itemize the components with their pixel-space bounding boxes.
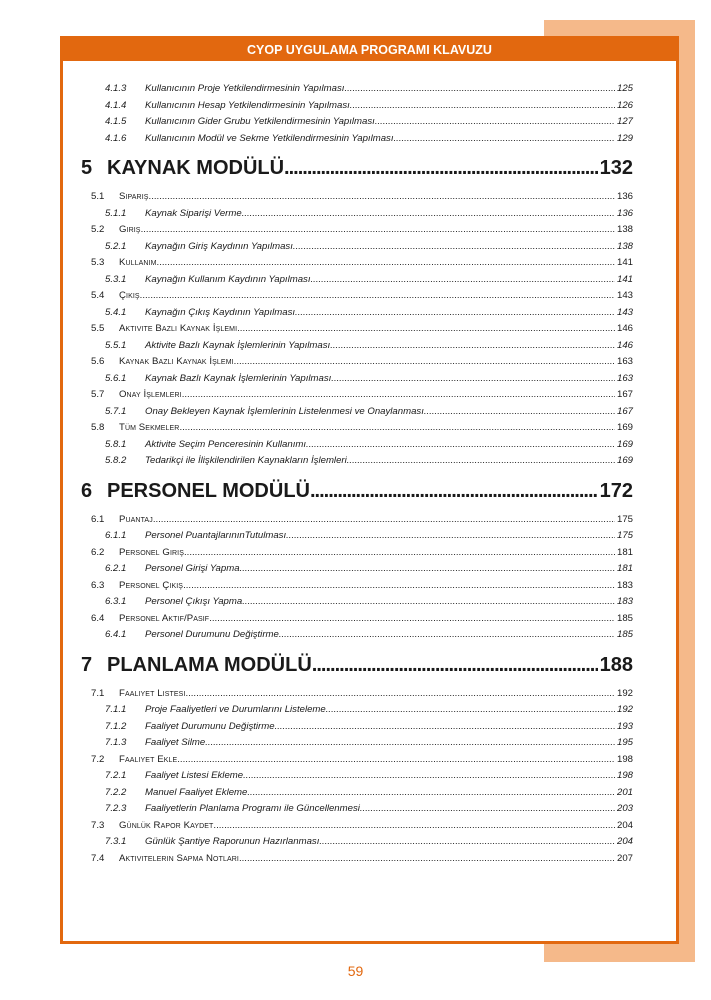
toc-subsection-row[interactable] [81, 770, 633, 787]
header-title: CYOP UYGULAMA PROGRAMI KLAVUZU [63, 39, 676, 61]
toc-entry-title: Faaliyet Ekle [119, 753, 178, 765]
toc-entry-page: 204 [616, 836, 633, 847]
toc-entry-number: 6.1 [81, 514, 119, 525]
toc-entry-number: 4.1.6 [81, 133, 145, 144]
toc-entry-number: 5.5.1 [81, 340, 145, 351]
toc-subsection-row[interactable] [81, 116, 633, 133]
toc-section-row[interactable] [81, 323, 633, 340]
toc-entry-number: 5.3 [81, 257, 119, 268]
toc-leader-dots [424, 406, 615, 417]
toc-entry-page: 195 [616, 737, 633, 748]
toc-section-row[interactable] [81, 356, 633, 373]
toc-entry-title: Kaynak Bazlı Kaynak İşlemlerinin Yapılması [145, 372, 332, 384]
toc-leader-dots [242, 596, 615, 607]
toc-section-row[interactable] [81, 224, 633, 241]
toc-section-row[interactable] [81, 580, 633, 597]
toc-leader-dots [279, 629, 615, 640]
toc-entry-number: 7 [81, 654, 99, 677]
toc-entry-page: 126 [616, 99, 633, 111]
toc-leader-dots [311, 274, 615, 285]
toc-chapter-row[interactable] [81, 476, 633, 507]
toc-leader-dots [234, 356, 615, 367]
toc-entry-number: 5.6.1 [81, 373, 145, 384]
toc-entry-page: 167 [616, 389, 633, 400]
toc-entry-number: 6 [81, 480, 99, 503]
toc-entry-title: Faaliyet Durumunu Değiştirme [145, 720, 275, 732]
toc-subsection-row[interactable] [81, 455, 633, 472]
toc-entry-number: 5.3.1 [81, 274, 145, 285]
toc-leader-dots [149, 191, 615, 202]
toc-section-row[interactable] [81, 290, 633, 307]
toc-entry-title: Personel Çıkışı Yapma [145, 596, 243, 607]
toc-entry-page: 141 [616, 257, 633, 268]
toc-entry-page: 129 [616, 132, 633, 144]
toc-subsection-row[interactable] [81, 803, 633, 820]
toc-leader-dots [284, 157, 598, 180]
toc-entry-title: Giriş [119, 224, 141, 235]
toc-subsection-row[interactable] [81, 737, 633, 754]
toc-entry-page: 198 [616, 753, 633, 765]
toc-entry-title: Aktivite Bazlı Kaynak İşlemlerinin Yapılması [145, 339, 331, 351]
toc-entry-page: 207 [616, 852, 633, 864]
toc-subsection-row[interactable] [81, 208, 633, 225]
toc-entry-page: 175 [616, 513, 633, 525]
toc-entry-title: Çıkış [119, 290, 140, 301]
toc-entry-page: 192 [616, 687, 633, 699]
toc-entry-title: Faaliyet Listesi [119, 687, 186, 699]
toc-leader-dots [184, 547, 615, 558]
toc-entry-number: 5.1 [81, 191, 119, 202]
toc-entry-title: Kaynağın Giriş Kaydının Yapılması [145, 240, 293, 252]
toc-leader-dots [247, 787, 615, 798]
toc-entry-title: Puantaj [119, 513, 153, 525]
toc-leader-dots [239, 853, 615, 864]
toc-subsection-row[interactable] [81, 83, 633, 100]
toc-entry-number: 7.1 [81, 688, 119, 699]
toc-entry-title: Kaynağın Çıkış Kaydının Yapılması [145, 306, 296, 318]
toc-section-row[interactable] [81, 688, 633, 705]
toc-section-row[interactable] [81, 257, 633, 274]
toc-entry-number: 5.4 [81, 290, 119, 301]
toc-leader-dots [293, 241, 615, 252]
toc-leader-dots [185, 688, 615, 699]
toc-leader-dots [286, 530, 615, 541]
toc-entry-page: 136 [616, 207, 633, 219]
toc-entry-page: 136 [616, 191, 633, 202]
toc-entry-page: 138 [616, 240, 633, 252]
toc-entry-title: Tedarikçi ile İlişkilendirilen Kaynakların İşlemleri [145, 455, 347, 466]
toc-subsection-row[interactable] [81, 274, 633, 291]
toc-chapter-row[interactable] [81, 153, 633, 184]
toc-entry-page: 143 [616, 290, 633, 301]
toc-leader-dots [237, 323, 615, 334]
toc-entry-number: 5.1.1 [81, 208, 145, 219]
toc-entry-title: KAYNAK MODÜLÜ [99, 157, 284, 180]
toc-chapter-row[interactable] [81, 650, 633, 681]
toc-section-row[interactable] [81, 422, 633, 439]
toc-entry-page: 181 [616, 546, 633, 558]
toc-entry-title: Faaliyetlerin Planlama Programı ile Güncellenmesi [145, 803, 360, 814]
toc-subsection-row[interactable] [81, 563, 633, 580]
toc-leader-dots [157, 257, 615, 268]
toc-entry-page: 169 [616, 438, 633, 450]
toc-entry-title: Günlük Rapor Kaydet [119, 819, 214, 831]
toc-entry-page: 203 [616, 803, 633, 814]
toc-subsection-row[interactable] [81, 307, 633, 324]
toc-entry-title: Manuel Faaliyet Ekleme [145, 786, 248, 798]
toc-entry-number: 6.3.1 [81, 596, 145, 607]
toc-entry-title: Tüm Sekmeler [119, 422, 180, 433]
toc-section-row[interactable] [81, 389, 633, 406]
toc-entry-number: 5 [81, 157, 99, 180]
toc-leader-dots [243, 770, 615, 781]
toc-entry-title: Sipariş [119, 191, 149, 202]
toc-entry-number: 6.2 [81, 547, 119, 558]
table-of-contents [81, 83, 633, 869]
page-frame [60, 36, 679, 944]
toc-entry-page: 125 [616, 83, 633, 94]
toc-entry-page: 169 [616, 455, 633, 466]
toc-entry-page: 204 [616, 819, 633, 831]
toc-entry-number: 4.1.4 [81, 100, 145, 111]
toc-entry-number: 5.7.1 [81, 406, 145, 417]
toc-entry-number: 5.2 [81, 224, 119, 235]
toc-entry-title: Kullanıcının Modül ve Sekme Yetkilendirmesinin Yapılması [145, 132, 394, 144]
toc-entry-title: Kaynak Bazlı Kaynak İşlemi [119, 356, 234, 367]
toc-subsection-row[interactable] [81, 133, 633, 150]
toc-leader-dots [205, 737, 615, 748]
toc-leader-dots [326, 704, 615, 715]
toc-entry-title: Kullanıcının Gider Grubu Yetkilendirmesinin Yapılması [145, 116, 375, 127]
toc-entry-page: 188 [599, 653, 633, 676]
toc-section-row[interactable] [81, 820, 633, 837]
toc-entry-number: 6.4.1 [81, 629, 145, 640]
toc-leader-dots [240, 563, 615, 574]
toc-entry-title: Personel Girişi Yapma [145, 563, 240, 574]
toc-leader-dots [213, 820, 615, 831]
toc-entry-title: Günlük Şantiye Raporunun Hazırlanması [145, 836, 320, 847]
toc-leader-dots [140, 290, 615, 301]
toc-leader-dots [375, 116, 615, 127]
toc-leader-dots [141, 224, 615, 235]
toc-leader-dots [344, 83, 615, 94]
toc-subsection-row[interactable] [81, 629, 633, 646]
toc-entry-number: 7.1.2 [81, 721, 145, 732]
toc-entry-title: Onay İşlemleri [119, 389, 182, 400]
toc-leader-dots [295, 307, 615, 318]
toc-subsection-row[interactable] [81, 530, 633, 547]
toc-entry-page: 183 [616, 579, 633, 591]
toc-leader-dots [179, 422, 615, 433]
toc-leader-dots [183, 580, 615, 591]
toc-entry-number: 7.4 [81, 853, 119, 864]
toc-entry-title: Aktivite Bazlı Kaynak İşlemi [119, 323, 238, 334]
toc-entry-number: 5.8 [81, 422, 119, 433]
toc-entry-number: 6.3 [81, 580, 119, 591]
toc-entry-title: Personel PuantajlarınınTutulması [145, 530, 287, 541]
toc-entry-title: Personel Giriş [119, 546, 184, 558]
toc-leader-dots [182, 389, 615, 400]
toc-entry-number: 6.2.1 [81, 563, 145, 574]
toc-entry-title: Aktivite Seçim Penceresinin Kullanımı [145, 438, 307, 450]
toc-entry-number: 7.2 [81, 754, 119, 765]
toc-leader-dots [394, 133, 615, 144]
toc-entry-page: 146 [616, 323, 633, 334]
toc-subsection-row[interactable] [81, 721, 633, 738]
toc-leader-dots [347, 455, 615, 466]
toc-subsection-row[interactable] [81, 100, 633, 117]
toc-entry-page: 132 [599, 157, 633, 179]
toc-entry-title: Proje Faaliyetleri ve Durumlarını Listeleme [145, 704, 326, 715]
toc-entry-number: 5.8.2 [81, 455, 145, 466]
toc-entry-number: 4.1.3 [81, 83, 145, 94]
toc-entry-page: 192 [616, 704, 633, 715]
toc-section-row[interactable] [81, 191, 633, 208]
toc-entry-title: Personel Çıkış [119, 579, 184, 591]
toc-entry-page: 143 [616, 306, 633, 318]
toc-section-row[interactable] [81, 613, 633, 630]
toc-subsection-row[interactable] [81, 836, 633, 853]
page-number: 59 [347, 963, 364, 979]
toc-entry-number: 7.2.2 [81, 787, 145, 798]
toc-entry-title: PLANLAMA MODÜLÜ [99, 654, 312, 677]
toc-leader-dots [275, 721, 615, 732]
toc-entry-title: Kullanıcının Proje Yetkilendirmesinin Yapılması [145, 83, 345, 94]
toc-entry-number: 7.3 [81, 820, 119, 831]
toc-leader-dots [306, 439, 615, 450]
toc-entry-number: 7.1.1 [81, 704, 145, 715]
toc-entry-title: Aktivitelerin Sapma Notları [119, 852, 239, 864]
toc-entry-number: 5.4.1 [81, 307, 145, 318]
toc-leader-dots [360, 803, 615, 814]
toc-entry-page: 185 [616, 612, 633, 624]
toc-entry-title: Personel Durumunu Değiştirme [145, 629, 279, 640]
toc-entry-number: 6.1.1 [81, 530, 145, 541]
toc-subsection-row[interactable] [81, 241, 633, 258]
toc-entry-page: 172 [599, 479, 633, 502]
toc-leader-dots [350, 100, 615, 111]
toc-entry-title: Personel Aktif/Pasif [119, 612, 210, 624]
toc-section-row[interactable] [81, 514, 633, 531]
toc-entry-page: 198 [616, 770, 633, 781]
toc-entry-title: Onay Bekleyen Kaynak İşlemlerinin Listelenmesi ve Onaylanması [145, 405, 424, 417]
toc-entry-number: 6.4 [81, 613, 119, 624]
toc-entry-number: 7.2.3 [81, 803, 145, 814]
toc-entry-number: 7.2.1 [81, 770, 145, 781]
toc-entry-page: 183 [616, 596, 633, 607]
toc-entry-page: 185 [616, 629, 633, 640]
toc-entry-page: 163 [616, 372, 633, 384]
toc-entry-title: Faaliyet Listesi Ekleme [145, 770, 244, 781]
toc-entry-page: 201 [616, 786, 633, 798]
toc-entry-number: 7.3.1 [81, 836, 145, 847]
toc-leader-dots [242, 208, 615, 219]
toc-entry-title: Kullanım [119, 257, 157, 268]
toc-subsection-row[interactable] [81, 340, 633, 357]
toc-entry-page: 193 [616, 720, 633, 732]
toc-entry-number: 5.8.1 [81, 439, 145, 450]
toc-section-row[interactable] [81, 547, 633, 564]
toc-entry-title: Kaynak Siparişi Verme [145, 207, 242, 219]
toc-entry-page: 138 [616, 224, 633, 235]
toc-entry-page: 181 [616, 563, 633, 574]
toc-subsection-row[interactable] [81, 704, 633, 721]
toc-section-row[interactable] [81, 853, 633, 870]
toc-entry-number: 5.6 [81, 356, 119, 367]
toc-leader-dots [153, 514, 615, 525]
toc-entry-title: Kaynağın Kullanım Kaydının Yapılması [145, 273, 311, 285]
toc-entry-title: PERSONEL MODÜLÜ [99, 480, 310, 503]
toc-entry-page: 163 [616, 356, 633, 367]
toc-section-row[interactable] [81, 754, 633, 771]
toc-leader-dots [331, 373, 615, 384]
toc-entry-number: 5.2.1 [81, 241, 145, 252]
toc-leader-dots [177, 754, 615, 765]
toc-entry-page: 146 [616, 339, 633, 351]
toc-subsection-row[interactable] [81, 787, 633, 804]
toc-leader-dots [330, 340, 615, 351]
toc-entry-page: 141 [616, 273, 633, 285]
toc-leader-dots [319, 836, 615, 847]
toc-subsection-row[interactable] [81, 406, 633, 423]
toc-leader-dots [312, 654, 598, 677]
toc-entry-page: 167 [616, 405, 633, 417]
toc-entry-title: Faaliyet Silme [145, 737, 206, 748]
toc-subsection-row[interactable] [81, 596, 633, 613]
toc-entry-number: 7.1.3 [81, 737, 145, 748]
toc-leader-dots [310, 480, 598, 503]
toc-leader-dots [209, 613, 615, 624]
toc-entry-page: 127 [616, 116, 633, 127]
toc-entry-page: 169 [616, 422, 633, 433]
toc-entry-number: 5.7 [81, 389, 119, 400]
toc-entry-number: 4.1.5 [81, 116, 145, 127]
toc-entry-number: 5.5 [81, 323, 119, 334]
toc-entry-page: 175 [616, 530, 633, 541]
toc-subsection-row[interactable] [81, 373, 633, 390]
toc-subsection-row[interactable] [81, 439, 633, 456]
toc-entry-title: Kullanıcının Hesap Yetkilendirmesinin Yapılması [145, 99, 350, 111]
